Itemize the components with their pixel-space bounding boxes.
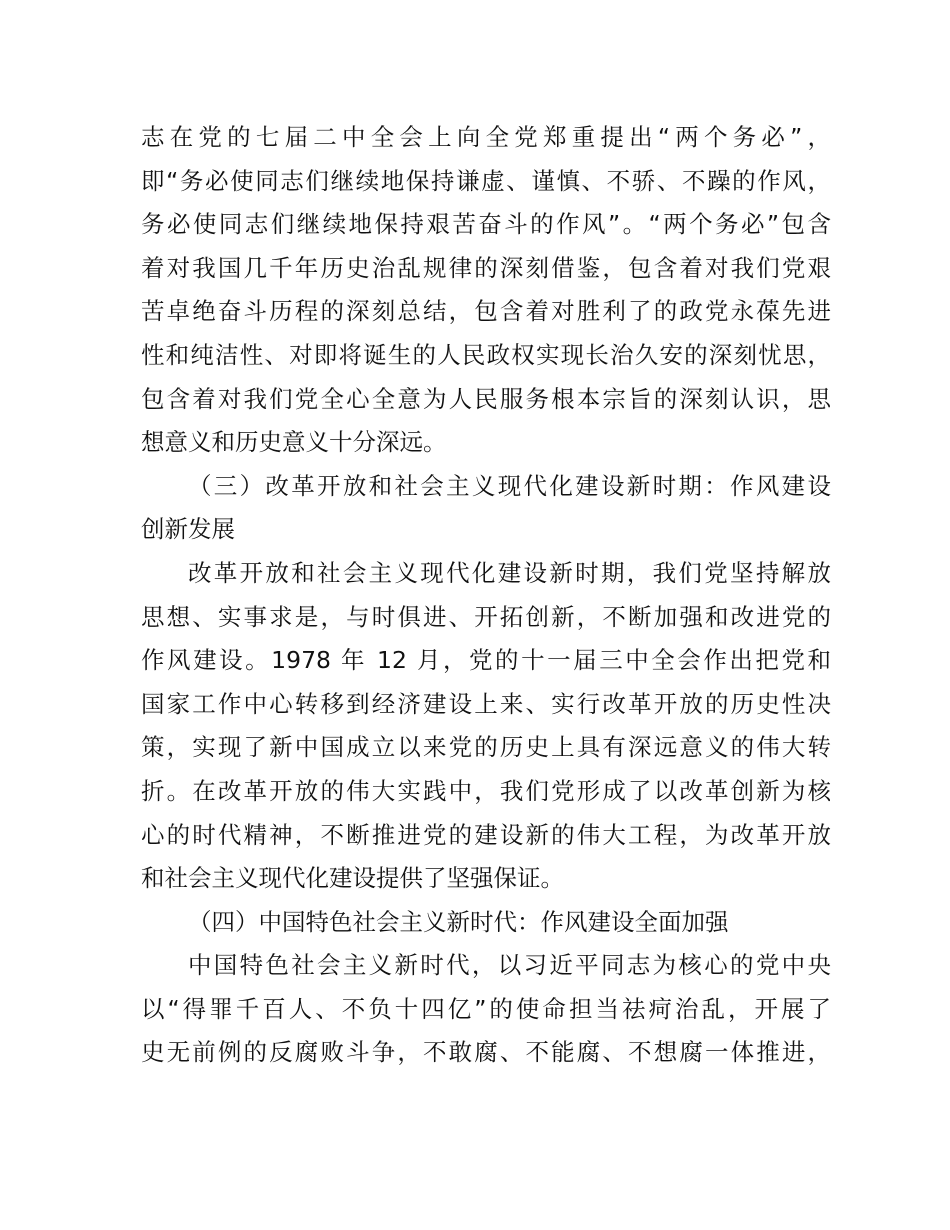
text-line: 志在党的七届二中全会上向全党郑重提出“两个务必”， [141,123,831,151]
text-line: 着对我国几千年历史治乱规律的深刻借鉴，包含着对我们党艰 [141,253,831,282]
text-line: 即“务必使同志们继续地保持谦虚、谨慎、不骄、不躁的作风， [141,166,831,195]
text-line: 折。在改革开放的伟大实践中，我们党形成了以改革创新为核 [141,776,831,805]
text-line: 中国特色社会主义新时代，以习近平同志为核心的党中央 [188,951,831,980]
paragraph-reform-era [141,552,831,901]
document-body [141,116,831,1075]
text-line: 务必使同志们继续地保持艰苦奋斗的作风”。“两个务必”包含 [141,210,831,239]
text-line: 史无前例的反腐败斗争，不敢腐、不能腐、不想腐一体推进， [141,1038,831,1067]
text-line: 心的时代精神，不断推进党的建设新的伟大工程，为改革开放 [141,820,831,849]
text-line: 性和纯洁性、对即将诞生的人民政权实现长治久安的深刻忧思， [141,340,831,369]
heading-line: 创新发展 [141,515,235,544]
section-heading-four [141,901,831,945]
text-line: 苦卓绝奋斗历程的深刻总结，包含着对胜利了的政党永葆先进 [141,297,831,326]
text-line: 和社会主义现代化建设提供了坚强保证。 [141,864,564,893]
text-line: 国家工作中心转移到经济建设上来、实行改革开放的历史性决 [141,689,831,718]
heading-line: （三）改革开放和社会主义现代化建设新时期：作风建设 [188,471,831,500]
paragraph-two-musts [141,116,831,465]
heading-line: （四）中国特色社会主义新时代：作风建设全面加强 [188,907,729,936]
paragraph-new-era [141,944,831,1075]
text-line: 作风建设。1978 年 12 月，党的十一届三中全会作出把党和 [141,646,831,675]
text-line: 以“得罪千百人、不负十四亿”的使命担当祛疴治乱，开展了 [141,994,831,1023]
text-line: 策，实现了新中国成立以来党的历史上具有深远意义的伟大转 [141,733,831,762]
text-line: 改革开放和社会主义现代化建设新时期，我们党坚持解放 [188,558,831,587]
text-line: 包含着对我们党全心全意为人民服务根本宗旨的深刻认识，思 [141,384,831,413]
text-line: 思想、实事求是，与时俱进、开拓创新，不断加强和改进党的 [141,602,831,631]
section-heading-three [141,465,831,552]
text-line: 想意义和历史意义十分深远。 [141,428,447,457]
